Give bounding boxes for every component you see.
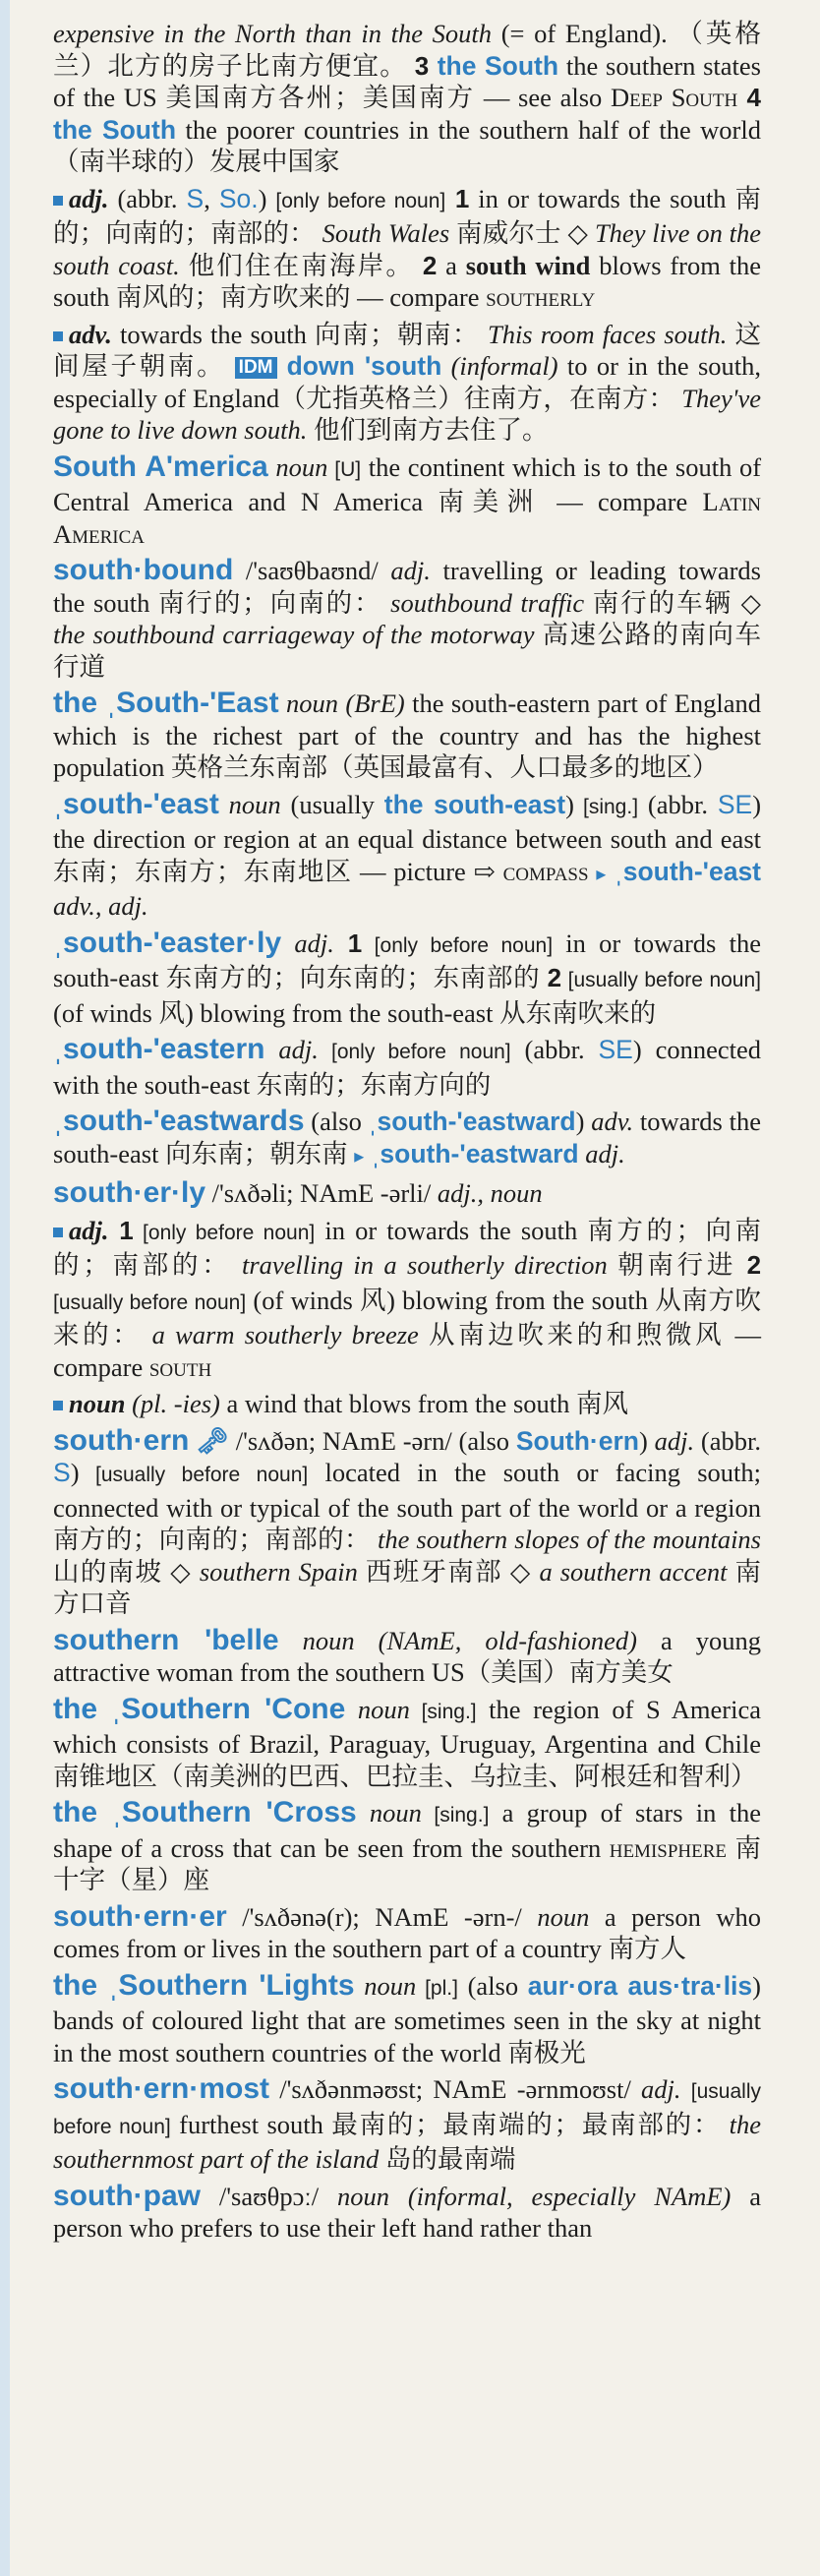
entry-southerly-noun — [53, 1388, 761, 1420]
entry-southern-belle — [53, 1625, 761, 1689]
definition: furthest south 最南的；最南端的；最南部的： — [170, 2109, 722, 2139]
part-of-speech: noun — [319, 2181, 389, 2211]
headword: the ˌSouthern 'Cross — [53, 1796, 357, 1828]
part-of-speech: adj. — [647, 1425, 695, 1456]
abbr-text: ) — [70, 1458, 80, 1487]
entry-southern-lights — [53, 1970, 761, 2069]
variant-headword: South·ern — [515, 1425, 639, 1456]
abbreviation: SE — [717, 789, 753, 819]
definition: (of winds 风) blowing from the south-east 从东南吹来的 — [53, 997, 657, 1028]
grammar-label: [only before noun] — [133, 1221, 316, 1244]
definition: the direction or region at an equal distance between south and east 东南；东南方；东南地区 — picture ⇨ — [53, 824, 761, 886]
grammar-label: [usually before noun] — [79, 1464, 309, 1486]
definition: a wind that blows from the south 南风 — [219, 1389, 628, 1418]
definition: in or towards the south-east 东南方的；向东南的；东南部的 — [53, 928, 761, 992]
definition: the continent which is to the south of Central America and N America 南美洲 — compare — [53, 451, 762, 516]
part-of-speech: noun — [521, 1901, 590, 1932]
grammar-label: [U] — [327, 457, 362, 481]
sense-number: 2 — [422, 250, 438, 280]
translation: 南十字（星）座 — [53, 1832, 761, 1894]
translation: 高速公路的南向车行道 — [53, 620, 761, 682]
variant-headword: aur·ora aus·tra·lis — [527, 1970, 753, 2001]
definition: the south-eastern part of England which is the richest part of the country and has the highest population 英格兰东南部（英国最富有、人口最多的地区） — [53, 689, 762, 782]
cross-reference: hemisphere — [609, 1832, 728, 1863]
headword: ˌsouth-'eastern — [53, 1033, 265, 1065]
square-bullet-icon — [53, 1228, 63, 1237]
entry-southerner — [53, 1901, 761, 1965]
pronunciation: /'saʊθbaʊnd/ — [233, 556, 379, 585]
example: southern Spain — [199, 1556, 358, 1587]
definition: the poorer countries in the southern half of the world（南半球的）发展中国家 — [53, 114, 761, 176]
sense-number: 3 — [414, 50, 430, 81]
translation: 他们住在南海岸。 — [179, 250, 423, 280]
part-of-speech: noun — [278, 1625, 355, 1655]
translation: 岛的最南端 — [379, 2144, 516, 2174]
abbreviation: S — [53, 1458, 71, 1487]
entry-south-continued — [53, 18, 761, 178]
definition: in or towards the south 南方的；向南的；南部的： — [53, 1215, 761, 1280]
entry-southern — [53, 1425, 761, 1620]
part-of-speech: noun — [218, 789, 281, 819]
also-text: ) — [752, 1970, 761, 2001]
definition: to or in the south, especially of England（尤指英格兰）往南方，在南方： — [53, 351, 762, 413]
entry-the-south-east — [53, 688, 761, 784]
grammar-label: [usually before noun] — [53, 1290, 247, 1314]
headword: the ˌSouthern 'Cone — [53, 1692, 346, 1725]
cross-reference: south — [148, 1351, 212, 1382]
definition: a — [437, 250, 466, 280]
definition: a group of stars in the shape of a cross that can be seen from the southern — [53, 1798, 761, 1863]
usage-note: ) — [565, 789, 574, 819]
register-label: (informal, especially NAmE) — [388, 2181, 732, 2211]
sense-number: 2 — [547, 963, 562, 992]
entry-southerly — [53, 1177, 761, 1210]
part-of-speech: adv., adj. — [53, 891, 148, 921]
grammar-label: [sing.] — [421, 1804, 490, 1827]
sense-number: 1 — [445, 183, 470, 213]
pronunciation: /'sʌðən; NAmE -ərn/ — [228, 1425, 452, 1456]
part-of-speech: noun — [356, 1798, 422, 1827]
example: the southern slopes of the mountains — [370, 1525, 761, 1554]
idiom-keyword: down 'south — [276, 351, 442, 381]
entry-south-eastwards — [53, 1106, 761, 1172]
grammar-label: [only before noun] — [362, 933, 554, 957]
part-of-speech: adj. — [281, 928, 334, 958]
pronunciation: /'saʊθpɔː/ — [201, 2181, 320, 2211]
entry-southpaw — [53, 2181, 761, 2245]
usage-keyword: the south-east — [383, 789, 566, 819]
translation: 朝南行进 — [607, 1250, 747, 1280]
headword: south·bound — [53, 554, 234, 586]
definition: located in the south or facing south; connected with or typical of the south part of the world or a region 南方的；向南的；南部的： — [53, 1458, 761, 1554]
entry-southbound — [53, 555, 761, 683]
run-on-word: ˌsouth-'eastward — [364, 1138, 579, 1168]
also-text: (also — [451, 1425, 516, 1456]
also-text: ) — [638, 1425, 648, 1456]
sense-number: 2 — [746, 1250, 762, 1280]
part-of-speech: adj. — [69, 183, 109, 213]
abbr-text: (abbr. — [694, 1425, 761, 1456]
definition: a person who comes from or lives in the southern part of a country 南方人 — [53, 1901, 762, 1963]
example: South Wales — [315, 218, 450, 248]
translation: 南行的车辆 ◇ — [584, 587, 761, 618]
pronunciation: /'sʌðənə(r); NAmE -ərn-/ — [226, 1901, 522, 1932]
entry-southerly-adj — [53, 1215, 761, 1384]
headword: south·ern — [53, 1423, 190, 1457]
cross-reference: southerly — [486, 282, 596, 312]
example: the southbound carriageway of the motorway — [53, 620, 535, 649]
example: a warm southerly breeze — [142, 1320, 419, 1349]
definition: a young attractive woman from the southern US（美国）南方美女 — [53, 1625, 762, 1687]
headword: south·ern·most — [53, 2072, 269, 2105]
also-text: (also — [304, 1107, 369, 1136]
grammar-label: [only before noun] — [275, 189, 446, 212]
grammar-label: [only before noun] — [318, 1041, 511, 1063]
definition: towards the south 向南；朝南： — [111, 319, 480, 349]
triangle-right-icon: ▸ — [596, 863, 607, 885]
definition: a person who prefers to use their left hand rather than — [53, 2181, 761, 2243]
entry-south-east — [53, 789, 761, 923]
part-of-speech: noun — [69, 1389, 126, 1418]
entry-southernmost — [53, 2073, 761, 2176]
sense-number: 4 — [737, 83, 761, 112]
headword: the ˌSouth-'East — [53, 687, 279, 719]
abbreviation: S — [186, 183, 205, 213]
grammar-label: [usually before noun] — [53, 2080, 761, 2138]
definition: the southern states of the US 美国南方各州；美国南方 — see also — [53, 50, 761, 112]
entry-southern-cross — [53, 1797, 761, 1896]
region-label: (BrE) — [337, 689, 405, 718]
headword: ˌsouth-'east — [53, 787, 219, 820]
entry-south-america — [53, 451, 761, 551]
abbreviation: So. — [218, 183, 259, 213]
also-text: ) — [575, 1107, 585, 1136]
definition: bands of coloured light that are sometimes seen in the sky at night in the most southern countries of the world 南极光 — [53, 2006, 761, 2067]
definition: connected with the south-east 东南的；东南方向的 — [53, 1035, 761, 1100]
grammar-label: [sing.] — [409, 1700, 477, 1723]
definition: towards the south-east 向东南；朝东南 — [53, 1107, 762, 1168]
translation: 南方口音 — [53, 1556, 761, 1618]
entry-south-adj — [53, 183, 761, 314]
entry-south-adv — [53, 319, 761, 447]
part-of-speech: noun — [345, 1694, 410, 1724]
run-on-word: ˌsouth-'east — [606, 856, 762, 886]
headword: ˌsouth-'eastwards — [53, 1105, 305, 1137]
pronunciation: /'sʌðəli; NAmE -ərli/ — [205, 1178, 432, 1208]
cross-reference: compass — [502, 856, 589, 886]
abbr-text: (abbr. — [638, 789, 718, 819]
definition: (of winds 风) blowing from the south 从南方吹来的： — [53, 1285, 761, 1349]
part-of-speech: noun — [267, 451, 328, 482]
example: travelling in a southerly direction — [231, 1250, 608, 1280]
abbr-text: (abbr. — [108, 183, 187, 213]
square-bullet-icon — [53, 331, 63, 341]
also-text: (also — [457, 1970, 528, 2001]
abbr-text: ) — [632, 1035, 642, 1064]
translation: 他们到南方去住了。 — [307, 415, 549, 445]
plural-form: (pl. -ies) — [125, 1389, 220, 1418]
part-of-speech: adj. — [69, 1215, 109, 1245]
variant-headword: ˌsouth-'eastward — [368, 1107, 576, 1136]
abbr-text: ) — [752, 789, 762, 819]
usage-note: (usually — [280, 789, 384, 819]
key-icon: 🗝 — [189, 1425, 229, 1456]
definition: blows from the south 南风的；南方吹来的 — compare — [53, 250, 762, 312]
translation: 这间屋子朝南。 — [53, 319, 761, 381]
cross-reference: Latin America — [53, 487, 761, 549]
example: expensive in the North than in the South — [53, 19, 493, 48]
part-of-speech: noun — [354, 1970, 417, 2001]
idiom-badge: IDM — [235, 357, 277, 379]
entry-south-eastern — [53, 1034, 761, 1101]
part-of-speech: adv. — [584, 1107, 634, 1136]
abbr-text: ) — [258, 183, 276, 213]
definition: the region of S America which consists of Brazil, Paraguay, Uruguay, Argentina and Chile 南锥地区（南美洲的巴西、巴拉圭、乌拉圭、阿根廷和智利） — [53, 1694, 761, 1791]
pronunciation: /'sʌðənməʊst; NAmE -ərnmoʊst/ — [269, 2074, 631, 2104]
example: the southernmost part of the island — [53, 2109, 762, 2174]
headword: south·ern·er — [53, 1899, 227, 1933]
square-bullet-icon — [53, 196, 63, 206]
example: They've gone to live down south. — [53, 383, 761, 445]
part-of-speech: adj., noun — [431, 1178, 543, 1208]
sense-keyword: the South — [53, 114, 177, 145]
headword: the ˌSouthern 'Lights — [53, 1968, 355, 2002]
grammar-label: [sing.] — [573, 795, 639, 818]
part-of-speech: adj. — [378, 556, 431, 585]
entry-southern-cone — [53, 1694, 761, 1793]
sense-keyword: the South — [429, 50, 559, 81]
abbr-text: , — [204, 183, 219, 213]
part-of-speech: adj. — [630, 2074, 681, 2104]
part-of-speech: noun — [278, 689, 338, 718]
example: southbound traffic — [381, 587, 585, 618]
definition: travelling or leading towards the south 南行的；向南的： — [53, 556, 761, 618]
headword: South A'merica — [53, 449, 268, 483]
headword: ˌsouth-'easter·ly — [53, 926, 282, 959]
entry-south-easterly — [53, 928, 761, 1030]
definition: in or towards the south 南的；向南的；南部的： — [53, 183, 762, 248]
abbreviation: SE — [598, 1035, 633, 1064]
cross-reference: Deep South — [611, 83, 738, 112]
translation: 南威尔士 ◇ — [449, 218, 595, 248]
register-label: (informal) — [441, 351, 558, 381]
sense-number: 1 — [333, 928, 363, 958]
definition: (= of England). （英格兰）北方的房子比南方便宜。 — [53, 19, 761, 81]
example: This room faces south. — [479, 319, 728, 349]
register-label: (NAmE, old-fashioned) — [354, 1625, 637, 1655]
abbr-text: (abbr. — [510, 1035, 599, 1064]
translation: 山的南坡 ◇ — [53, 1556, 200, 1587]
square-bullet-icon — [53, 1401, 63, 1410]
part-of-speech: adj. — [578, 1138, 625, 1168]
headword: south·er·ly — [53, 1176, 206, 1209]
grammar-label: [pl.] — [416, 1976, 458, 2000]
part-of-speech: adj. — [264, 1035, 319, 1064]
collocation: south wind — [465, 250, 591, 280]
translation: 从南边吹来的和煦微风 — compare — [53, 1320, 762, 1382]
sense-number: 1 — [108, 1215, 134, 1245]
translation: 西班牙南部 ◇ — [357, 1556, 540, 1587]
part-of-speech: adv. — [69, 319, 112, 349]
example: They live on the south coast. — [53, 218, 762, 280]
triangle-right-icon: ▸ — [354, 1145, 365, 1168]
grammar-label: [usually before noun] — [561, 969, 761, 991]
headword: south·paw — [53, 2179, 201, 2212]
example: a southern accent — [539, 1556, 728, 1587]
headword: southern 'belle — [53, 1623, 279, 1656]
